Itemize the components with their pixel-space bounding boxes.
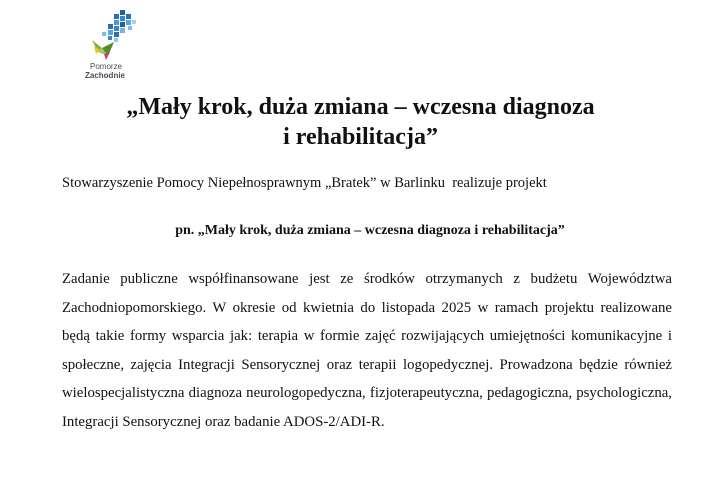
project-name: pn. „Mały krok, duża zmiana – wczesna diagnoza i rehabilitacja” [175, 223, 565, 238]
logo-text-line2: Zachodnie [85, 71, 126, 80]
logo-mark-icon [84, 8, 156, 64]
project-description: Zadanie publiczne współfinansowane jest ze środków otrzymanych z budżetu Województwa Zachodniopomorskiego. W okresie od kwietnia do listopada 2025 w ramach projektu realizowane będą takie formy wsparcia jak: terapia w formie zajęć rozwijających umiejętności komunikacyjne i społeczne, zajęcia Integracji Sensorycznej oraz terapii logopedycznej. Prowadzona będzie również wielospecjalistyczna diagnoza neurologopedyczna, fizjoterapeutyczna, pedagogiczna, psychologiczna, Integracji Sensorycznej oraz badanie ADOS-2/ADI-R. [62, 271, 672, 430]
pomorze-zachodnie-logo [84, 8, 156, 88]
page-title-line1: „Mały krok, duża zmiana – wczesna diagnoza [126, 94, 595, 120]
logo-text-line1: Pomorze [90, 62, 123, 71]
page-title-line2: i rehabilitacja” [283, 124, 438, 150]
page-title [40, 92, 681, 152]
intro-text: Stowarzyszenie Pomocy Niepełnosprawnym „Bratek” w Barlinku realizuje projekt [62, 175, 547, 191]
